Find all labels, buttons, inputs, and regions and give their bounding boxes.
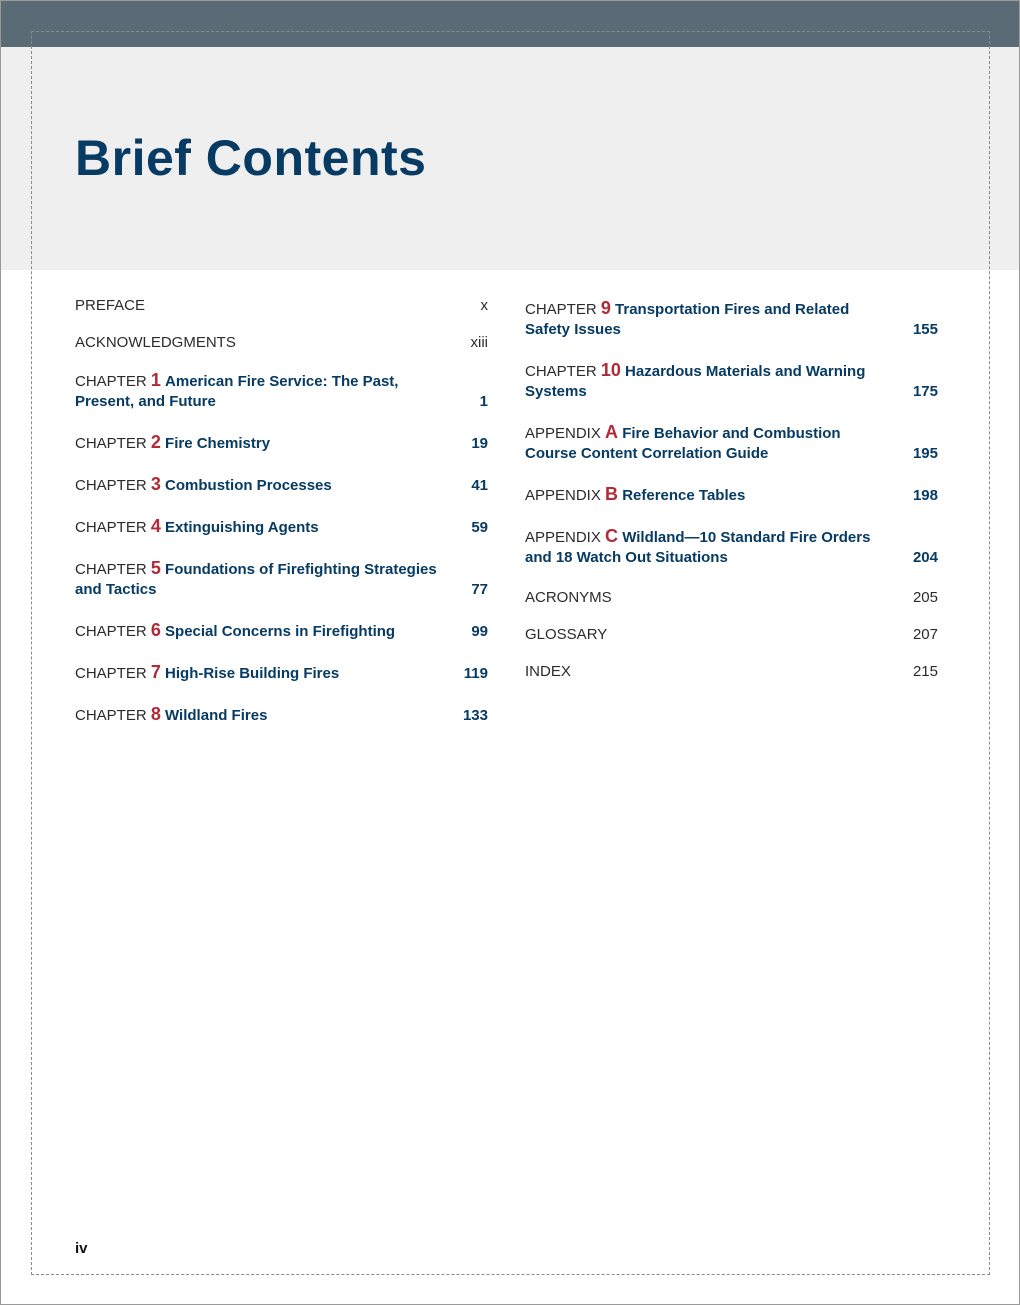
- toc-entry-number: C: [605, 526, 619, 546]
- toc-entry-title: High-Rise Building Fires: [165, 665, 340, 682]
- toc-entry-page: 99: [471, 623, 488, 640]
- toc-entry-number: 4: [150, 516, 161, 536]
- toc-entry[interactable]: [525, 588, 938, 608]
- toc-entry-label: [75, 333, 471, 353]
- toc-entry-title: GLOSSARY: [525, 626, 608, 643]
- toc-entry-title: Fire Chemistry: [165, 435, 271, 452]
- toc-entry-label: [75, 558, 471, 600]
- toc-entry-page: 41: [471, 477, 488, 494]
- toc-entry[interactable]: [525, 298, 938, 340]
- toc-entry-page: 77: [471, 581, 488, 598]
- toc-entry-prefix: CHAPTER: [75, 477, 151, 494]
- toc-entry-page: 19: [471, 435, 488, 452]
- toc-entry-label: [525, 360, 913, 402]
- toc-entry[interactable]: [75, 370, 488, 412]
- toc-entry[interactable]: [75, 662, 488, 684]
- toc-entry-page: 204: [912, 549, 938, 566]
- toc-entry-page: 205: [912, 589, 938, 606]
- toc-entry-label: [75, 370, 480, 412]
- toc-entry-number: A: [605, 422, 619, 442]
- toc-entry-page: 175: [912, 383, 938, 400]
- toc-entry-page: xiii: [470, 334, 488, 351]
- toc-entry-page: 133: [462, 707, 488, 724]
- top-bar: [1, 1, 1019, 47]
- toc-entry-title: Special Concerns in Firefighting: [165, 623, 396, 640]
- toc-entry-label: [75, 474, 471, 496]
- toc-entry-prefix: APPENDIX: [525, 487, 606, 504]
- toc-entry[interactable]: [75, 620, 488, 642]
- toc-entry-number: 10: [600, 360, 621, 380]
- toc-entry[interactable]: [75, 516, 488, 538]
- toc-entry-title: Hazardous Materials and Warning Systems: [525, 363, 866, 400]
- toc-entry-number: 2: [150, 432, 161, 452]
- toc-entry[interactable]: [525, 526, 938, 568]
- toc-entry-number: 9: [600, 298, 611, 318]
- toc-entry-number: 8: [150, 704, 161, 724]
- toc-entry-title: American Fire Service: The Past, Present, and Future: [75, 373, 399, 410]
- page-folio: iv: [75, 1240, 88, 1257]
- toc-entry-page: 59: [471, 519, 488, 536]
- toc-entry[interactable]: [525, 662, 938, 682]
- toc-entry-label: [525, 662, 913, 682]
- toc-entry-label: [525, 484, 913, 506]
- toc-entry-page: x: [480, 297, 488, 314]
- toc-entry-prefix: CHAPTER: [75, 623, 151, 640]
- toc-entry-title: INDEX: [525, 663, 571, 680]
- toc-entry-prefix: CHAPTER: [75, 519, 151, 536]
- toc-entry-prefix: APPENDIX: [525, 425, 606, 442]
- toc-entry-title: ACRONYMS: [525, 589, 612, 606]
- toc-entry-prefix: CHAPTER: [75, 561, 151, 578]
- toc-entry-prefix: CHAPTER: [75, 435, 151, 452]
- toc-entry-page: 207: [912, 626, 938, 643]
- toc-entry-number: 3: [150, 474, 161, 494]
- toc-entry[interactable]: [525, 422, 938, 464]
- toc-entry-prefix: CHAPTER: [75, 707, 151, 724]
- toc-entry-label: [75, 620, 471, 642]
- toc-entry-page: 198: [912, 487, 938, 504]
- page-title: Brief Contents: [75, 130, 427, 186]
- toc-entry[interactable]: [75, 704, 488, 726]
- toc-entry-title: Fire Behavior and Combustion Course Content Correlation Guide: [525, 425, 841, 462]
- toc-entry-prefix: APPENDIX: [525, 529, 606, 546]
- toc-entry-number: 1: [150, 370, 161, 390]
- toc-entry-page: 195: [912, 445, 938, 462]
- toc-entry-title: Reference Tables: [622, 487, 746, 504]
- toc-entry-page: 1: [479, 393, 488, 410]
- toc-entry-number: 7: [150, 662, 161, 682]
- toc-entry-prefix: CHAPTER: [525, 363, 601, 380]
- toc-entry-label: [75, 296, 481, 316]
- toc-entry-label: [75, 516, 471, 538]
- toc-entry-prefix: CHAPTER: [525, 301, 601, 318]
- toc-entry-page: 215: [912, 663, 938, 680]
- toc-entry-title: Combustion Processes: [165, 477, 332, 494]
- toc-entry-label: [525, 298, 913, 340]
- toc-entry-label: [525, 526, 913, 568]
- toc-right-column: [525, 298, 938, 699]
- toc-entry[interactable]: [75, 333, 488, 353]
- toc-entry-number: 6: [150, 620, 161, 640]
- toc-entry-page: 155: [912, 321, 938, 338]
- toc-entry-title: Wildland Fires: [165, 707, 268, 724]
- toc-entry[interactable]: [75, 474, 488, 496]
- toc-entry-title: PREFACE: [75, 297, 146, 314]
- toc-entry-label: [525, 422, 913, 464]
- toc-entry-label: [75, 704, 463, 726]
- toc-entry[interactable]: [75, 558, 488, 600]
- toc-entry-prefix: CHAPTER: [75, 665, 151, 682]
- toc-entry[interactable]: [75, 296, 488, 316]
- toc-entry-title: Wildland—10 Standard Fire Orders and 18 Watch Out Situations: [525, 529, 871, 566]
- toc-entry-label: [75, 432, 471, 454]
- toc-entry-title: Foundations of Firefighting Strategies and Tactics: [75, 561, 437, 598]
- toc-left-column: [75, 296, 488, 746]
- toc-entry-label: [525, 588, 913, 608]
- toc-entry[interactable]: [525, 625, 938, 645]
- toc-entry[interactable]: [525, 484, 938, 506]
- toc-entry-title: ACKNOWLEDGMENTS: [75, 334, 236, 351]
- toc-entry-prefix: CHAPTER: [75, 373, 151, 390]
- toc-entry-label: [75, 662, 464, 684]
- toc-entry-title: Transportation Fires and Related Safety Issues: [525, 301, 850, 338]
- toc-entry-label: [525, 625, 913, 645]
- toc-entry-number: 5: [150, 558, 161, 578]
- toc-entry[interactable]: [75, 432, 488, 454]
- toc-entry[interactable]: [525, 360, 938, 402]
- toc-entry-page: 119: [463, 665, 488, 682]
- toc-entry-title: Extinguishing Agents: [165, 519, 319, 536]
- toc-entry-number: B: [605, 484, 619, 504]
